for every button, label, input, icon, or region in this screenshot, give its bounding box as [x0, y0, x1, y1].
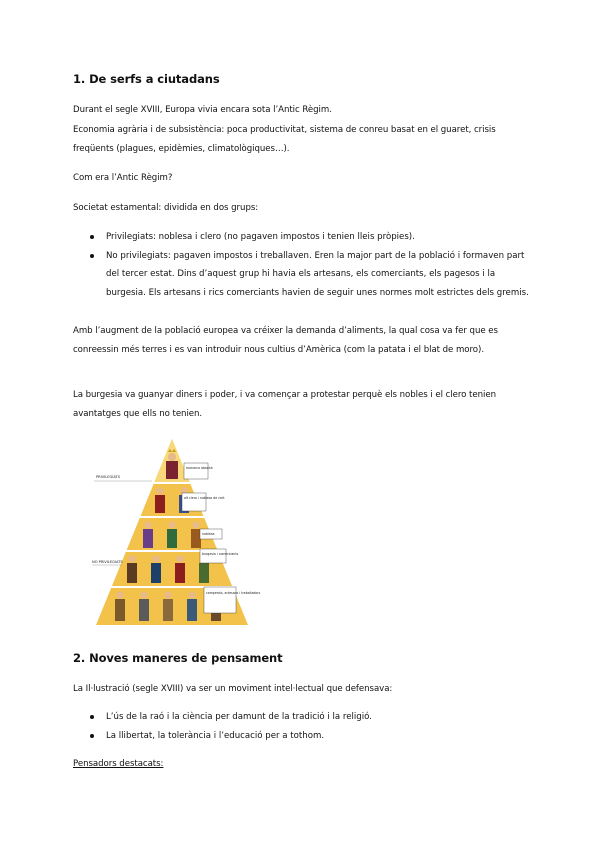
list-item: No privilegiats: pagaven impostos i treballaven. Eren la major part de la població i formaven part del tercer estat. Dins d’aquest grup hi havia els artesans, els comerciants, els pagesos i la burgesia. Els artesans i rics comerciants havien de seguir unes normes molt estrictes dels gremis.: [73, 247, 533, 303]
enlightenment-list: [73, 708, 533, 745]
box-label: monarca absolut: [186, 466, 213, 470]
box-label: noblesa: [202, 532, 215, 536]
section-2-title: 2. Noves maneres de pensament: [73, 651, 283, 665]
box-label: alt clero i noblesa de cort: [184, 496, 225, 500]
paragraph: Societat estamental: dividida en dos grups:: [73, 203, 259, 213]
paragraph: Amb l’augment de la població europea va créixer la demanda d’aliments, la qual cosa va fer que es conreessin més terres i es van introduir nous cultius d’Amèrica (com la patata i el blat de moro).: [73, 326, 498, 355]
non-privileged-label: NO PRIVILEGIATS: [92, 560, 123, 564]
paragraph: La Il·lustració (segle XVIII) va ser un moviment intel·lectual que defensava:: [73, 684, 393, 694]
paragraph: Com era l’Antic Règim?: [73, 173, 173, 183]
thinkers-heading: Pensadors destacats:: [73, 759, 164, 769]
estates-list: [73, 228, 533, 302]
box-label: camperols, artesans i treballadors: [206, 591, 261, 595]
list-item: Privilegiats: noblesa i clero (no pagaven impostos i tenien lleis pròpies).: [73, 228, 533, 247]
section-1-title: 1. De serfs a ciutadans: [73, 72, 220, 86]
social-pyramid-illustration: [92, 437, 261, 627]
list-item: La llibertat, la tolerància i l’educació per a tothom.: [73, 727, 533, 746]
paragraph: La burgesia va guanyar diners i poder, i va començar a protestar perquè els nobles i el clero tenien avantatges que ells no tenien.: [73, 390, 496, 419]
box-label: burgesia i comerciants: [202, 552, 239, 556]
paragraph: Economia agrària i de subsistència: poca productivitat, sistema de conreu basat en el guaret, crisis freqüents (plagues, epidèmies, climatològiques…).: [73, 125, 496, 154]
privileged-label: PRIVILEGIATS: [96, 475, 121, 479]
paragraph: Durant el segle XVIII, Europa vivia encara sota l’Antic Règim.: [73, 105, 332, 115]
list-item: L’ús de la raó i la ciència per damunt de la tradició i la religió.: [73, 708, 533, 727]
